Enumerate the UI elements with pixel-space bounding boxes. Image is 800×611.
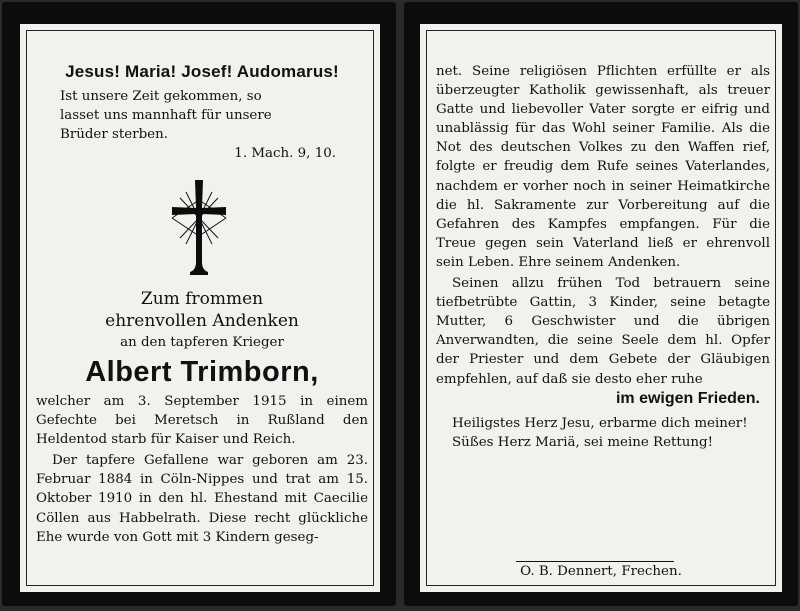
right-card-panel [404, 2, 798, 606]
printer-imprint: O. B. Dennert, Frechen. [520, 564, 682, 579]
dedication-line: an den tapferen Krieger [120, 335, 284, 350]
invocation-heading: Jesus! Maria! Josef! Audomarus! [65, 62, 339, 81]
memorial-title-2: ehrenvollen Andenken [105, 311, 299, 331]
printer-divider [516, 561, 674, 562]
left-card-paper [20, 24, 380, 592]
left-paragraph-1: welcher am 3. September 1915 in einem Gefechte bei Meretsch in Rußland den Heldentod starb für Kaiser und Reich. [36, 394, 368, 448]
quote-reference: 1. Mach. 9, 10. [234, 146, 336, 162]
deceased-name: Albert Trimborn, [85, 356, 319, 388]
quote-line-3: Brüder sterben. [60, 127, 168, 143]
right-body-text [436, 62, 770, 452]
cross-icon [168, 178, 230, 278]
memorial-title-1: Zum frommen [140, 289, 264, 309]
left-memorial-block [36, 288, 368, 547]
closing-phrase: im ewigen Frieden. [615, 389, 760, 407]
right-paragraph-2: Seinen allzu frühen Tod betrauern seine tiefbetrübte Gattin, 3 Kinder, seine betagte Mutter, 6 Geschwister und die übrigen Anverwandten, die seine Seele dem hl. Opfer der Priester und dem Gebete der Gläubigen empfehlen, auf daß sie desto eher ruhe [436, 276, 770, 387]
left-paragraph-2: Der tapfere Gefallene war geboren am 23. Februar 1884 in Cöln-Nippes und trat am 15. Oktober 1910 in den hl. Ehestand mit Caecilie Cöllen aus Habbelrath. Diese recht glückliche Ehe wurde von Gott mit 3 Kindern geseg- [36, 453, 368, 545]
right-card-paper [420, 24, 782, 592]
prayer-line-1: Heiligstes Herz Jesu, erbarme dich meiner! [452, 415, 748, 431]
prayer-line-2: Süßes Herz Mariä, sei meine Rettung! [452, 434, 713, 450]
right-paragraph-1: net. Seine religiösen Pflichten erfüllte er als überzeugter Katholik gewissenhaft, als treuer Gatte und liebevoller Vater sorgte er eifrig und unablässig für das Wohl seiner Familie. Als die Not des deutschen Volkes zu den Waffen rief, folgte er freudig dem Rufe seines Vaterlandes, nachdem er vorher noch in seiner Heimatkirche die hl. Sakramente zur Vorbereitung auf die Gefahren des Kampfes empfangen. Für die Treue gegen sein Vaterland ließ er ehrenvoll sein Leben. Ehre seinem Andenken. [436, 64, 770, 270]
quote-line-2: lasset uns mannhaft für unsere [60, 108, 272, 124]
left-card-panel [2, 2, 396, 606]
quote-line-1: Ist unsere Zeit gekommen, so [60, 89, 262, 105]
left-upper-text [36, 62, 368, 163]
